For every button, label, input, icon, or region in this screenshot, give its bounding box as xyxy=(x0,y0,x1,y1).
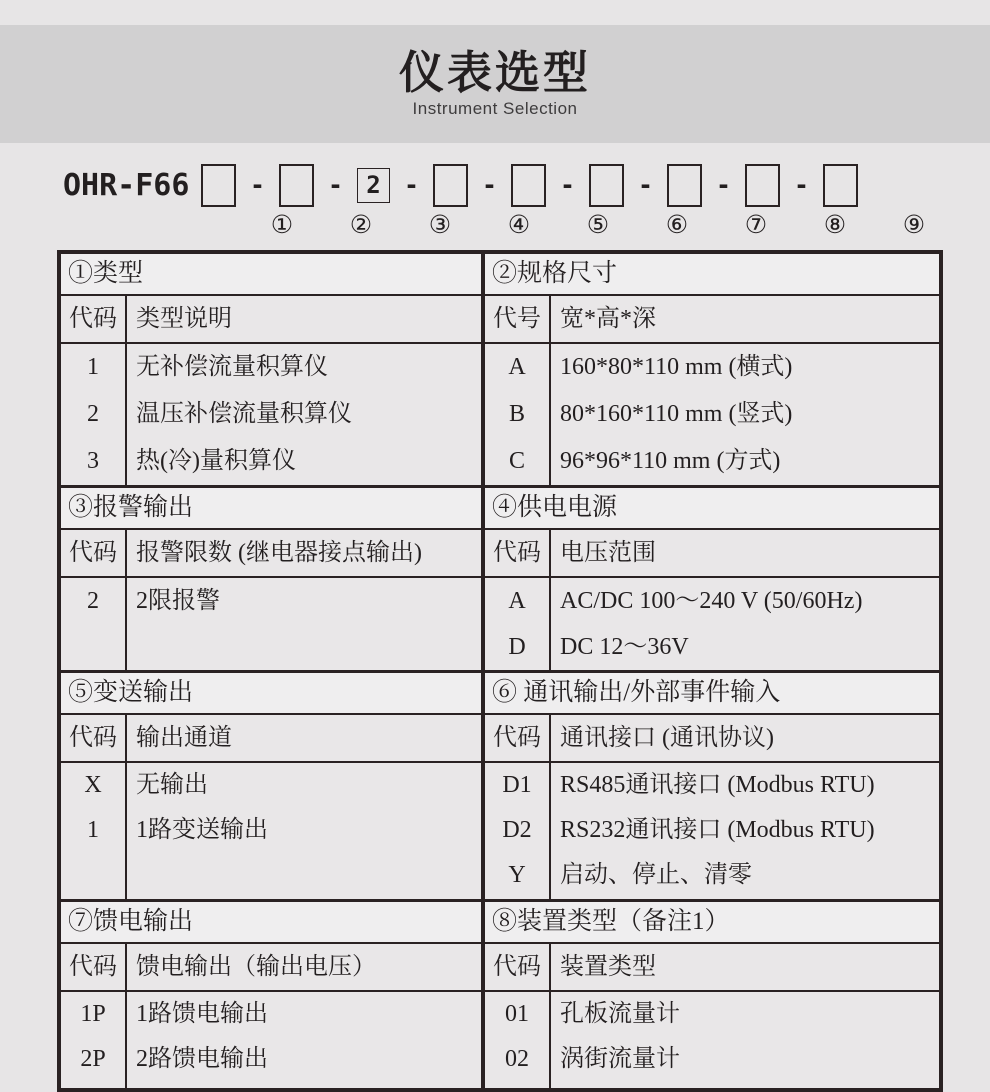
section-data xyxy=(485,992,939,1088)
code-cell: 01 xyxy=(505,1001,529,1027)
section-subheader xyxy=(61,296,481,344)
title-banner xyxy=(0,25,990,143)
circled-number-9: ⑨ xyxy=(902,212,926,239)
circled-number-5: ⑤ xyxy=(586,212,610,239)
model-code-dash: - xyxy=(330,168,341,201)
column-header-desc: 通讯接口 (通讯协议) xyxy=(560,725,774,751)
page-title: 仪表选型 xyxy=(398,47,591,99)
code-cell: 1 xyxy=(87,354,99,380)
section-subheader xyxy=(61,944,481,992)
model-code-dash: - xyxy=(252,168,263,201)
desc-cell: 温压补偿流量积算仪 xyxy=(136,401,352,427)
model-code-dash: - xyxy=(562,168,573,201)
circled-number-2: ② xyxy=(349,212,373,239)
model-code-box-6 xyxy=(589,164,624,207)
model-code-dash: - xyxy=(796,168,807,201)
column-header-desc: 报警限数 (继电器接点输出) xyxy=(136,540,422,566)
table-right-column xyxy=(485,254,939,1088)
column-header-desc: 类型说明 xyxy=(136,306,232,332)
section-type xyxy=(61,254,481,485)
model-code-box-8 xyxy=(745,164,780,207)
section-data xyxy=(61,344,481,485)
code-cell: D1 xyxy=(502,772,532,798)
code-cell: C xyxy=(508,448,525,474)
section-device-type xyxy=(485,899,939,1088)
code-cell: 2 xyxy=(87,588,99,614)
selection-table xyxy=(57,250,943,1092)
section-title: ⑦馈电输出 xyxy=(61,902,481,944)
section-title: ①类型 xyxy=(61,254,481,296)
model-code-box-7 xyxy=(667,164,702,207)
model-code-row xyxy=(63,163,990,207)
code-cell: A xyxy=(508,588,526,614)
section-power-supply xyxy=(485,485,939,670)
column-header-desc: 装置类型 xyxy=(560,954,656,980)
column-header-desc: 输出通道 xyxy=(136,725,232,751)
column-header-code: 代码 xyxy=(485,715,551,761)
section-size xyxy=(485,254,939,485)
section-alarm-output xyxy=(61,485,481,670)
desc-cell: 无补偿流量积算仪 xyxy=(136,354,328,380)
section-data xyxy=(485,578,939,670)
section-title: ⑥ 通讯输出/外部事件输入 xyxy=(485,673,939,715)
desc-cell: DC 12～36V xyxy=(560,634,689,660)
code-cell: B xyxy=(508,401,525,427)
code-cell: 2P xyxy=(80,1046,106,1072)
circled-number-7: ⑦ xyxy=(744,212,768,239)
section-data xyxy=(485,344,939,485)
desc-cell: 热(冷)量积算仪 xyxy=(136,448,296,474)
circled-number-6: ⑥ xyxy=(665,212,689,239)
desc-cell: AC/DC 100～240 V (50/60Hz) xyxy=(560,588,863,614)
desc-cell: 启动、停止、清零 xyxy=(560,862,752,888)
model-code-dash: - xyxy=(484,168,495,201)
model-code-box-5 xyxy=(511,164,546,207)
desc-cell: 2限报警 xyxy=(136,588,220,614)
model-code-box-2 xyxy=(279,164,314,207)
model-code-area xyxy=(63,163,990,240)
column-header-code: 代码 xyxy=(485,944,551,990)
column-header-desc: 电压范围 xyxy=(560,540,656,566)
table-left-column xyxy=(61,254,485,1088)
desc-cell: 1路馈电输出 xyxy=(136,1001,268,1027)
section-data xyxy=(485,763,939,899)
desc-cell: 无输出 xyxy=(136,772,208,798)
desc-cell: RS485通讯接口 (Modbus RTU) xyxy=(560,772,875,798)
model-prefix: OHR-F66 xyxy=(63,167,190,203)
column-header-desc: 馈电输出（输出电压） xyxy=(136,954,376,980)
column-header-code: 代码 xyxy=(61,296,127,342)
column-header-code: 代号 xyxy=(485,296,551,342)
code-cell: Y xyxy=(508,862,526,888)
section-subheader xyxy=(61,715,481,763)
section-subheader xyxy=(485,944,939,992)
section-data xyxy=(61,763,481,899)
section-title: ⑤变送输出 xyxy=(61,673,481,715)
column-header-code: 代码 xyxy=(61,530,127,576)
column-header-code: 代码 xyxy=(61,715,127,761)
model-code-dash: - xyxy=(640,168,651,201)
desc-cell: 1路变送输出 xyxy=(136,817,268,843)
model-code-box-9 xyxy=(823,164,858,207)
section-subheader xyxy=(485,715,939,763)
desc-cell: RS232通讯接口 (Modbus RTU) xyxy=(560,817,875,843)
desc-cell: 80*160*110 mm (竖式) xyxy=(560,401,793,427)
model-code-box-1 xyxy=(201,164,236,207)
section-title: ④供电电源 xyxy=(485,488,939,530)
model-code-dash: - xyxy=(718,168,729,201)
circled-number-1: ① xyxy=(270,212,294,239)
section-transmit-output xyxy=(61,670,481,899)
section-data xyxy=(61,578,481,670)
circled-number-8: ⑧ xyxy=(823,212,847,239)
model-code-box-4 xyxy=(433,164,468,207)
desc-cell: 2路馈电输出 xyxy=(136,1046,268,1072)
section-subheader xyxy=(485,530,939,578)
code-cell: D2 xyxy=(502,817,532,843)
code-cell: 02 xyxy=(505,1046,529,1072)
code-cell: X xyxy=(84,772,102,798)
model-code-dash: - xyxy=(406,168,417,201)
code-cell: 3 xyxy=(87,448,99,474)
column-header-code: 代码 xyxy=(485,530,551,576)
model-code-box-3: 2 xyxy=(357,168,390,203)
section-feed-output xyxy=(61,899,481,1088)
page-subtitle: Instrument Selection xyxy=(412,98,578,118)
circled-number-3: ③ xyxy=(428,212,452,239)
column-header-code: 代码 xyxy=(61,944,127,990)
circled-number-4: ④ xyxy=(507,212,531,239)
desc-cell: 160*80*110 mm (横式) xyxy=(560,354,793,380)
section-communication xyxy=(485,670,939,899)
desc-cell: 96*96*110 mm (方式) xyxy=(560,448,781,474)
code-cell: A xyxy=(508,354,526,380)
code-cell: 2 xyxy=(87,401,99,427)
section-title: ②规格尺寸 xyxy=(485,254,939,296)
section-title: ⑧装置类型（备注1） xyxy=(485,902,939,944)
desc-cell: 孔板流量计 xyxy=(560,1001,680,1027)
section-subheader xyxy=(61,530,481,578)
column-header-desc: 宽*高*深 xyxy=(560,306,656,332)
section-subheader xyxy=(485,296,939,344)
code-cell: D xyxy=(508,634,526,660)
model-code-labels xyxy=(264,212,990,240)
section-data xyxy=(61,992,481,1088)
code-cell: 1P xyxy=(80,1001,106,1027)
code-cell: 1 xyxy=(87,817,99,843)
section-title: ③报警输出 xyxy=(61,488,481,530)
desc-cell: 涡街流量计 xyxy=(560,1046,680,1072)
